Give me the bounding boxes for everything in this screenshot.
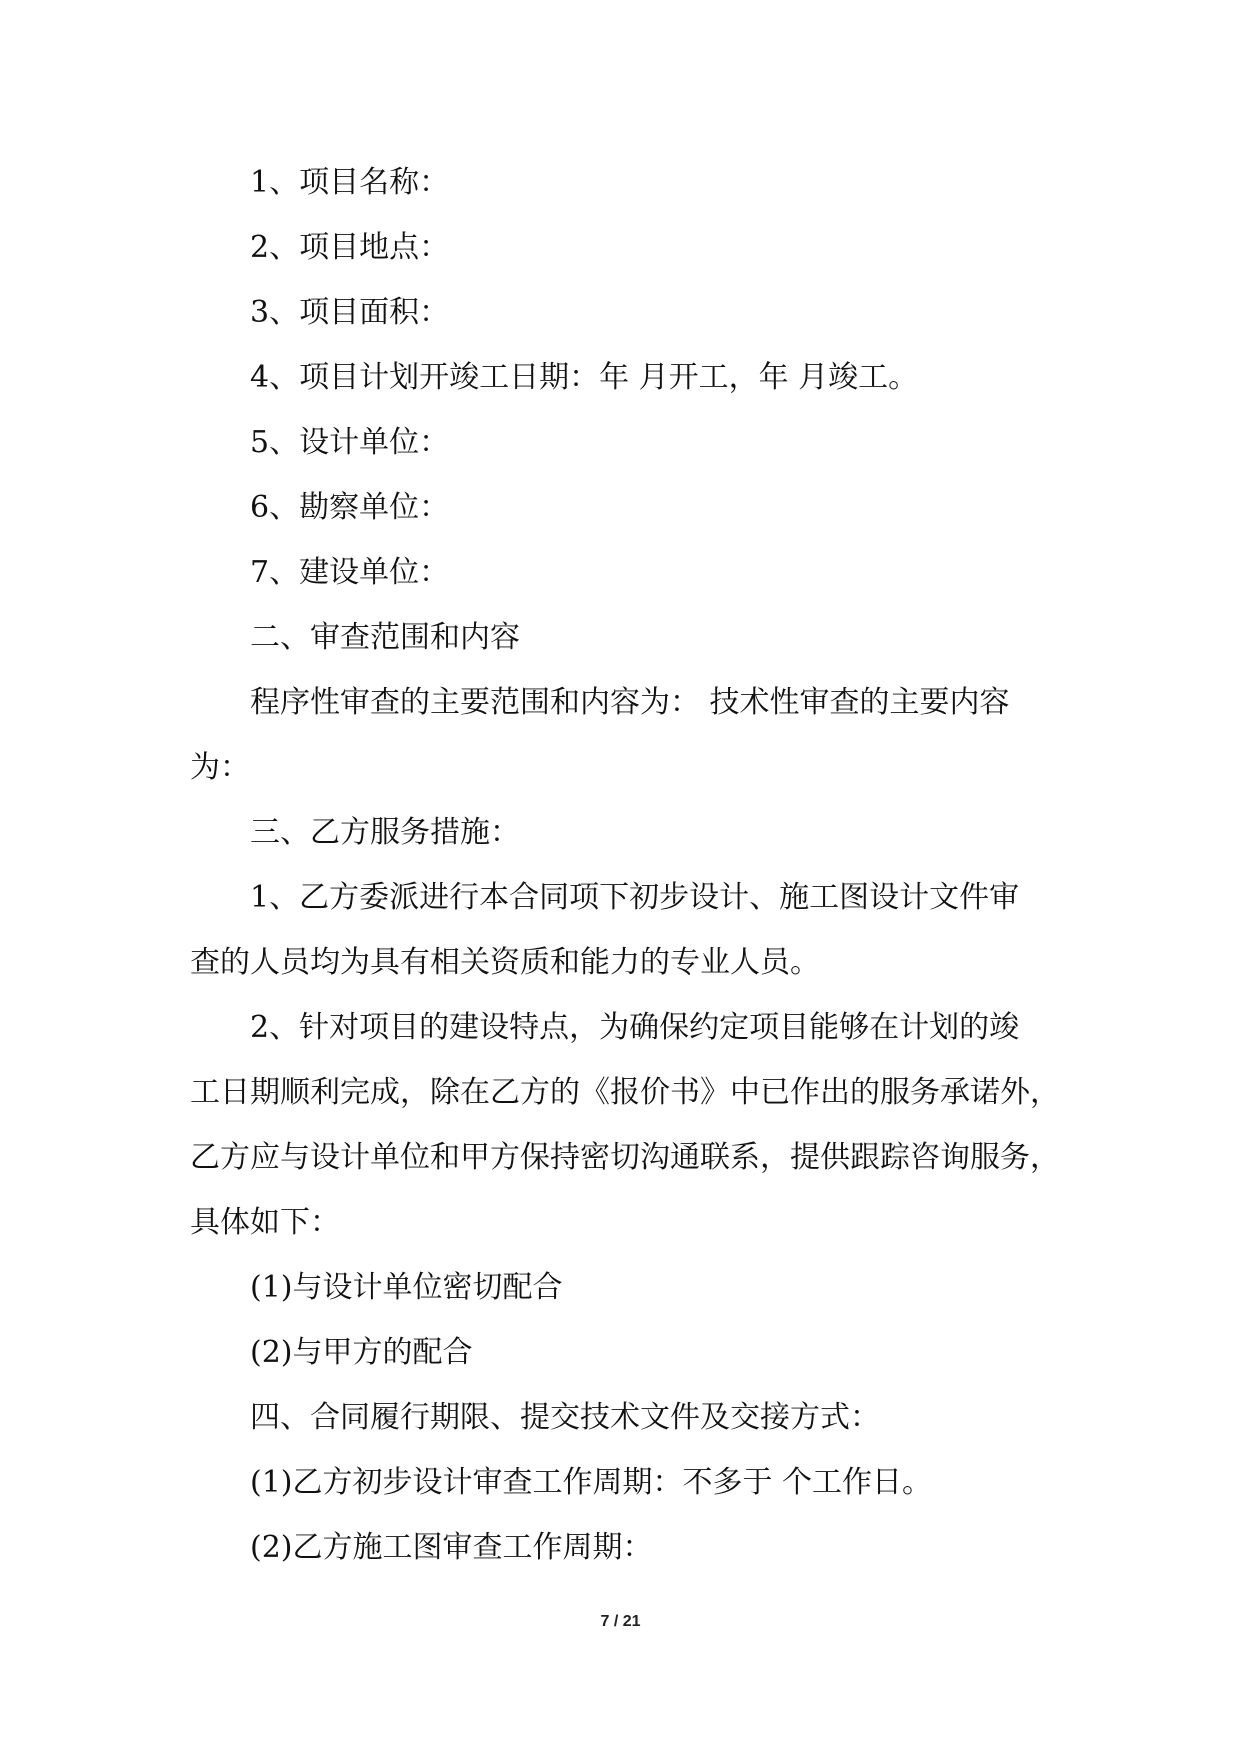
paragraph-measure-2-cont-3: 具体如下：	[190, 1205, 340, 1240]
paragraph-measure-2: 2、针对项目的建设特点，为确保约定项目能够在计划的竣	[250, 1010, 1020, 1045]
paragraph-measure-1: 1、乙方委派进行本合同项下初步设计、施工图设计文件审	[250, 880, 1020, 915]
sub-item-preliminary-review-period: (1)乙方初步设计审查工作周期：不多于 个工作日。	[250, 1465, 933, 1500]
paragraph-measure-2-cont-1: 工日期顺利完成，除在乙方的《报价书》中已作出的服务承诺外，	[190, 1075, 1060, 1110]
paragraph-review-scope-cont: 为：	[190, 750, 250, 785]
section-heading-review-scope: 二、审查范围和内容	[250, 620, 520, 655]
sub-item-party-a-coordination: (2)与甲方的配合	[250, 1335, 473, 1370]
paragraph-review-scope: 程序性审查的主要范围和内容为： 技术性审查的主要内容	[250, 685, 1010, 720]
sub-item-construction-drawing-period: (2)乙方施工图审查工作周期：	[250, 1530, 653, 1565]
section-heading-service-measures: 三、乙方服务措施：	[250, 815, 520, 850]
item-project-area: 3、项目面积：	[250, 295, 450, 330]
page-number: 7 / 21	[600, 1613, 641, 1630]
item-construction-unit: 7、建设单位：	[250, 555, 450, 590]
item-project-name: 1、项目名称：	[250, 165, 450, 200]
paragraph-measure-1-cont: 查的人员均为具有相关资质和能力的专业人员。	[190, 945, 820, 980]
paragraph-measure-2-cont-2: 乙方应与设计单位和甲方保持密切沟通联系，提供跟踪咨询服务，	[190, 1140, 1060, 1175]
item-project-schedule: 4、项目计划开竣工日期：年 月开工，年 月竣工。	[250, 360, 919, 395]
item-design-unit: 5、设计单位：	[250, 425, 450, 460]
section-heading-contract-term: 四、合同履行期限、提交技术文件及交接方式：	[250, 1400, 880, 1435]
item-project-location: 2、项目地点：	[250, 230, 450, 265]
item-survey-unit: 6、勘察单位：	[250, 490, 450, 525]
sub-item-design-coordination: (1)与设计单位密切配合	[250, 1270, 563, 1305]
